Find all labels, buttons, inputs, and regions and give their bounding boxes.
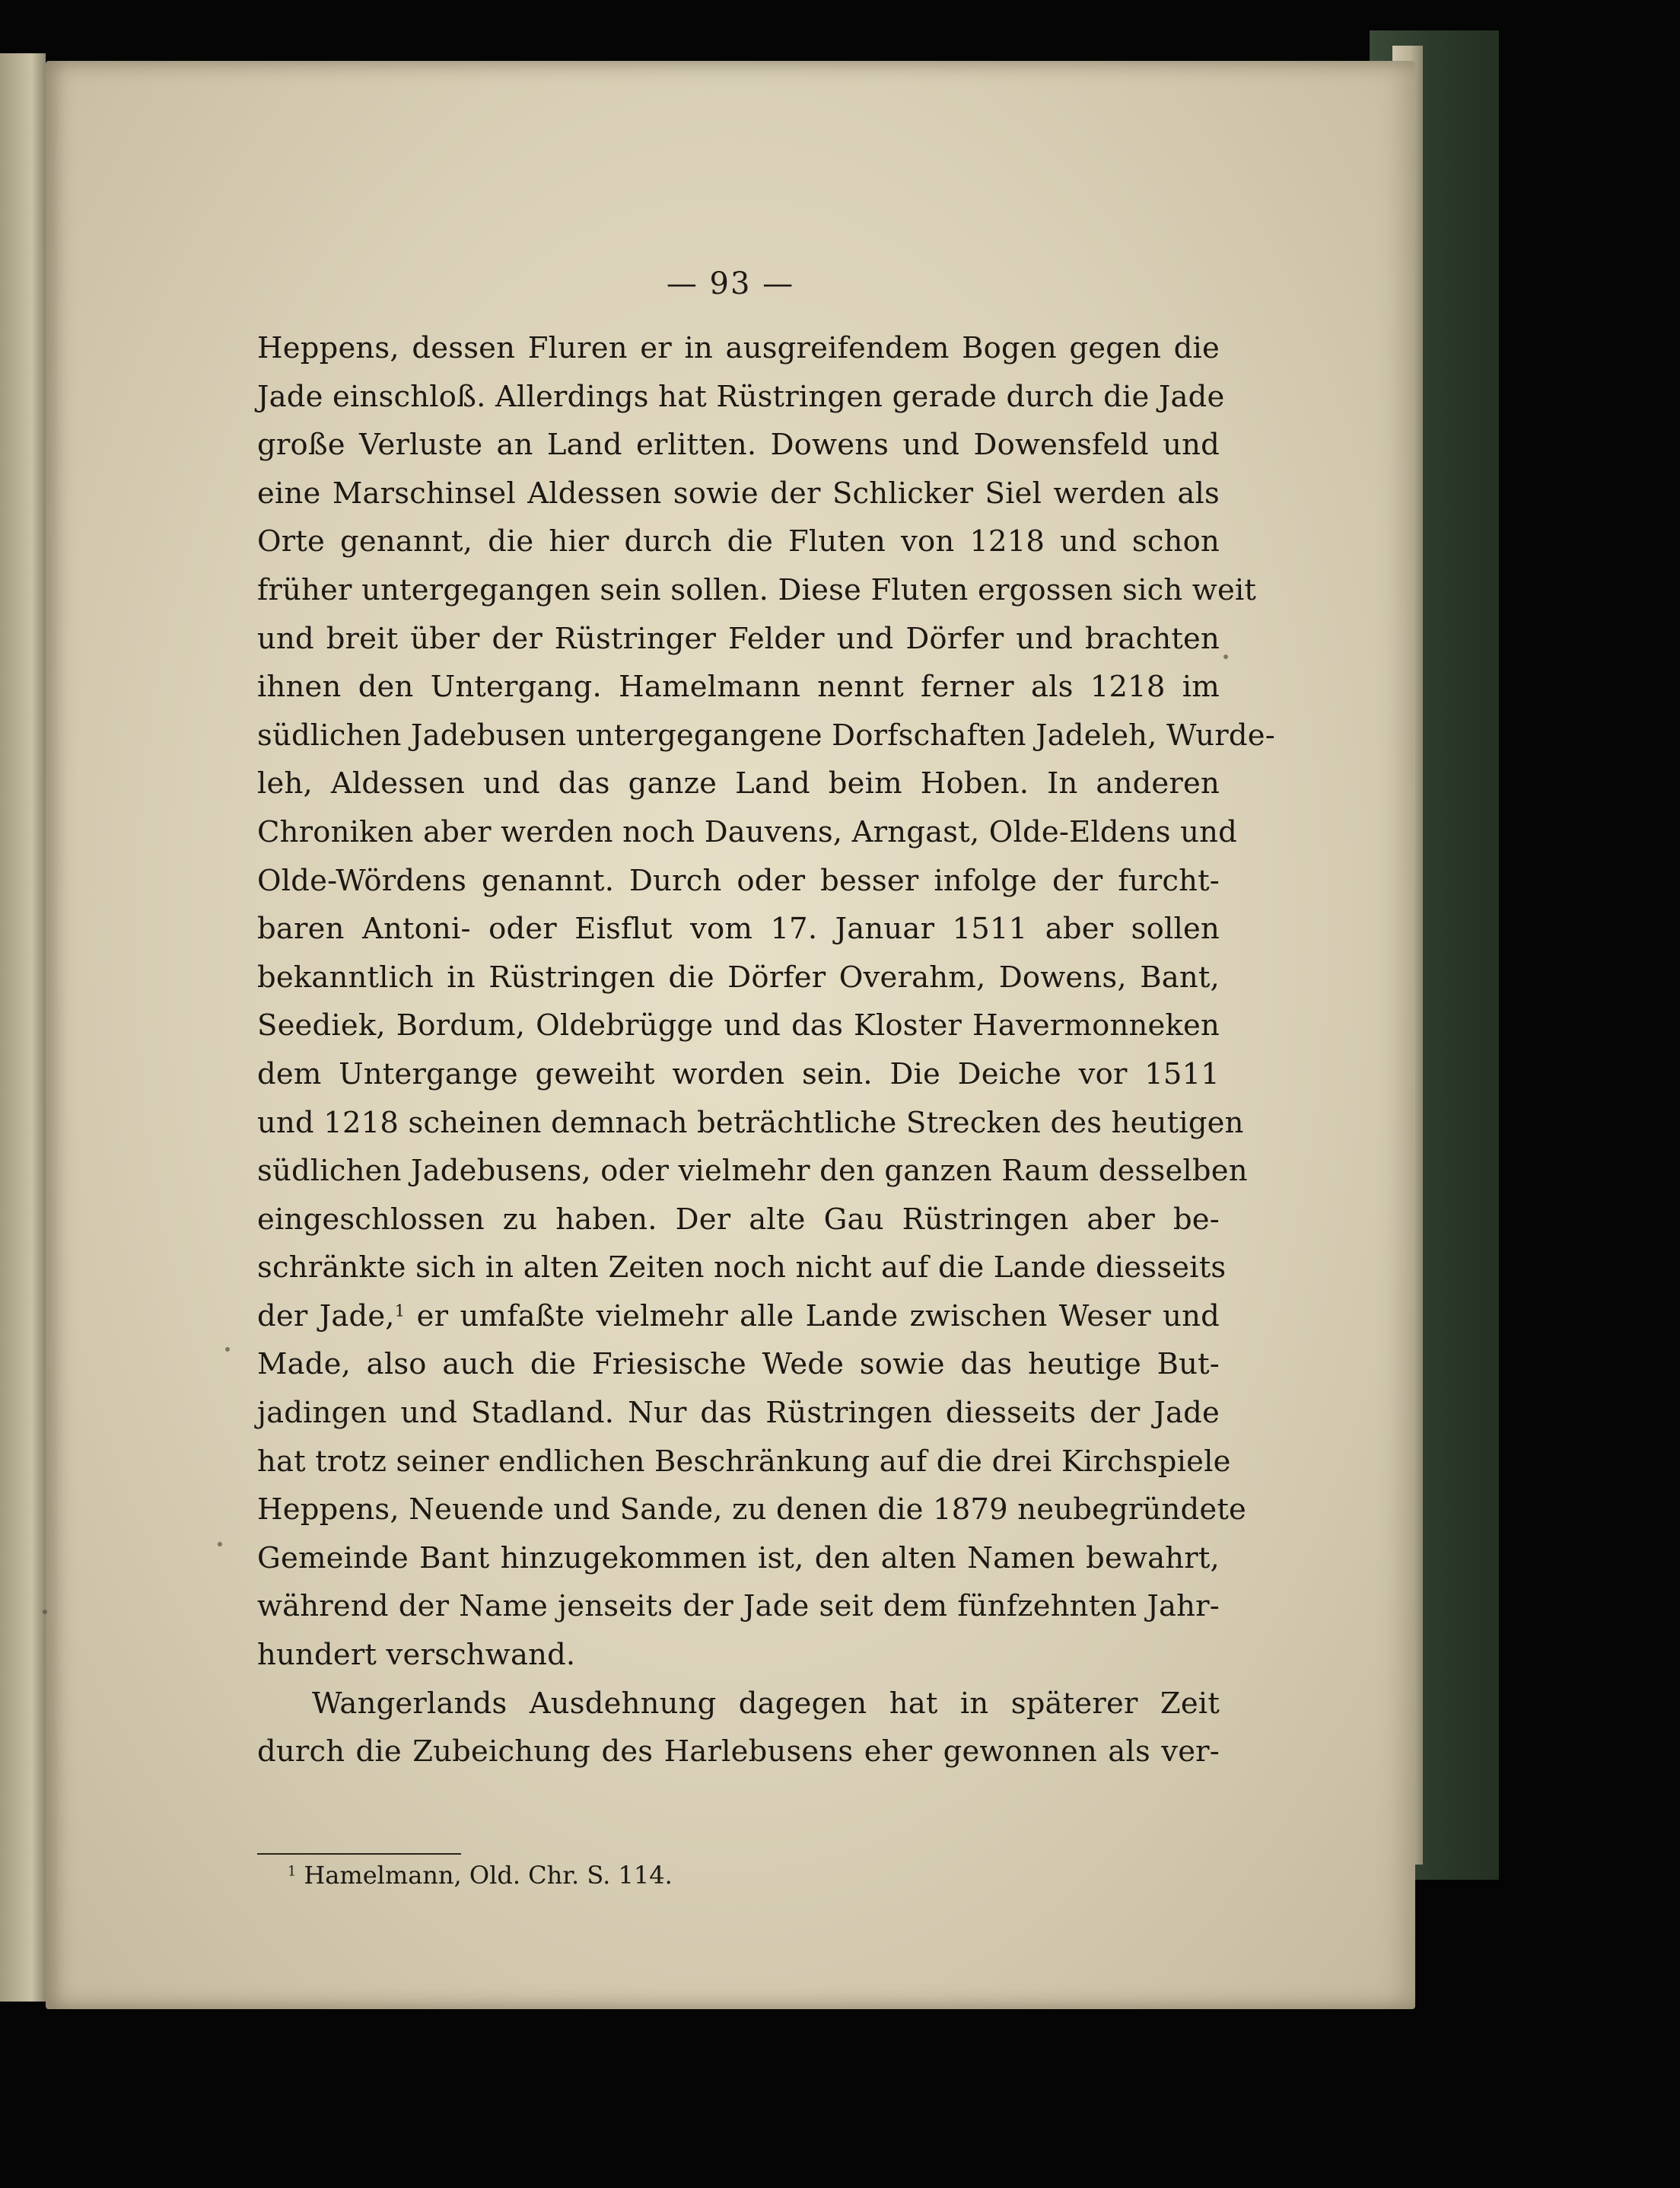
text-line: Orte genannt, die hier durch die Fluten von 1218 und schon bbox=[257, 524, 1220, 559]
paper-speck bbox=[43, 1610, 47, 1614]
text-line-with-footnote-ref bbox=[257, 1292, 1220, 1341]
footnote-reference: 1 bbox=[394, 1301, 406, 1320]
text-line: während der Name jenseits der Jade seit dem fünfzehnten Jahr- bbox=[257, 1589, 1220, 1624]
page-number: — 93 — bbox=[666, 266, 795, 301]
body-text bbox=[257, 324, 1275, 1776]
text-line: Olde-Wördens genannt. Durch oder besser infolge der furcht- bbox=[257, 863, 1220, 898]
text-line: eingeschlossen zu haben. Der alte Gau Rüstringen aber be- bbox=[257, 1202, 1220, 1237]
text-line: dem Untergange geweiht worden sein. Die Deiche vor 1511 bbox=[257, 1056, 1220, 1091]
text-line: leh, Aldessen und das ganze Land beim Hoben. In anderen bbox=[257, 766, 1220, 801]
text-line: Chroniken aber werden noch Dauvens, Arngast, Olde-Eldens und bbox=[257, 814, 1237, 849]
text-line: baren Antoni- oder Eisflut vom 17. Januar 1511 aber sollen bbox=[257, 912, 1220, 947]
text-line: und 1218 scheinen demnach beträchtliche Strecken des heutigen bbox=[257, 1105, 1244, 1140]
text-line: früher untergegangen sein sollen. Diese Fluten ergossen sich weit bbox=[257, 572, 1257, 607]
text-line: südlichen Jadebusen untergegangene Dorfschaften Jadeleh, Wurde- bbox=[257, 718, 1275, 753]
paper-speck bbox=[1223, 654, 1228, 659]
text-line: Heppens, Neuende und Sande, zu denen die 1879 neubegründete bbox=[257, 1492, 1246, 1527]
text-line: große Verluste an Land erlitten. Dowens und Dowensfeld und bbox=[257, 428, 1220, 463]
text-line: Jade einschloß. Allerdings hat Rüstringen gerade durch die Jade bbox=[257, 379, 1225, 414]
text-line: Gemeinde Bant hinzugekommen ist, den alten Namen bewahrt, bbox=[257, 1540, 1220, 1575]
text-line: ihnen den Untergang. Hamelmann nennt ferner als 1218 im bbox=[257, 670, 1220, 705]
text-line: Wangerlands Ausdehnung dagegen hat in späterer Zeit bbox=[312, 1686, 1220, 1721]
footnote-rule bbox=[257, 1853, 461, 1855]
text-line: Made, also auch die Friesische Wede sowie das heutige But- bbox=[257, 1347, 1220, 1382]
text-line: hat trotz seiner endlichen Beschränkung auf die drei Kirchspiele bbox=[257, 1444, 1231, 1479]
text-line: und breit über der Rüstringer Felder und Dörfer und brachten bbox=[257, 621, 1220, 656]
paper-speck bbox=[225, 1347, 230, 1352]
text-line: Seediek, Bordum, Oldebrügge und das Kloster Havermonneken bbox=[257, 1008, 1220, 1043]
text-line: Heppens, dessen Fluren er in ausgreifendem Bogen gegen die bbox=[257, 331, 1220, 365]
text-line: schränkte sich in alten Zeiten noch nicht auf die Lande diesseits bbox=[257, 1250, 1227, 1285]
book-page bbox=[46, 61, 1415, 2009]
footnote bbox=[288, 1858, 673, 1892]
text-line: eine Marschinsel Aldessen sowie der Schlicker Siel werden als bbox=[257, 476, 1220, 511]
text-segment: der Jade, bbox=[257, 1298, 395, 1333]
text-line: südlichen Jadebusens, oder vielmehr den ganzen Raum desselben bbox=[257, 1154, 1248, 1189]
paper-speck bbox=[218, 1542, 222, 1546]
text-segment: er umfaßte vielmehr alle Lande zwischen Weser und bbox=[405, 1298, 1220, 1333]
text-line: jadingen und Stadland. Nur das Rüstringen diesseits der Jade bbox=[257, 1396, 1220, 1431]
left-facing-page bbox=[0, 53, 46, 2002]
text-line: bekanntlich in Rüstringen die Dörfer Overahm, Dowens, Bant, bbox=[257, 960, 1220, 995]
text-line: durch die Zubeichung des Harlebusens eher gewonnen als ver- bbox=[257, 1734, 1220, 1769]
footnote-marker: 1 bbox=[288, 1864, 297, 1880]
footnote-text: Hamelmann, Old. Chr. S. 114. bbox=[296, 1861, 673, 1890]
text-line: hundert verschwand. bbox=[257, 1638, 576, 1673]
